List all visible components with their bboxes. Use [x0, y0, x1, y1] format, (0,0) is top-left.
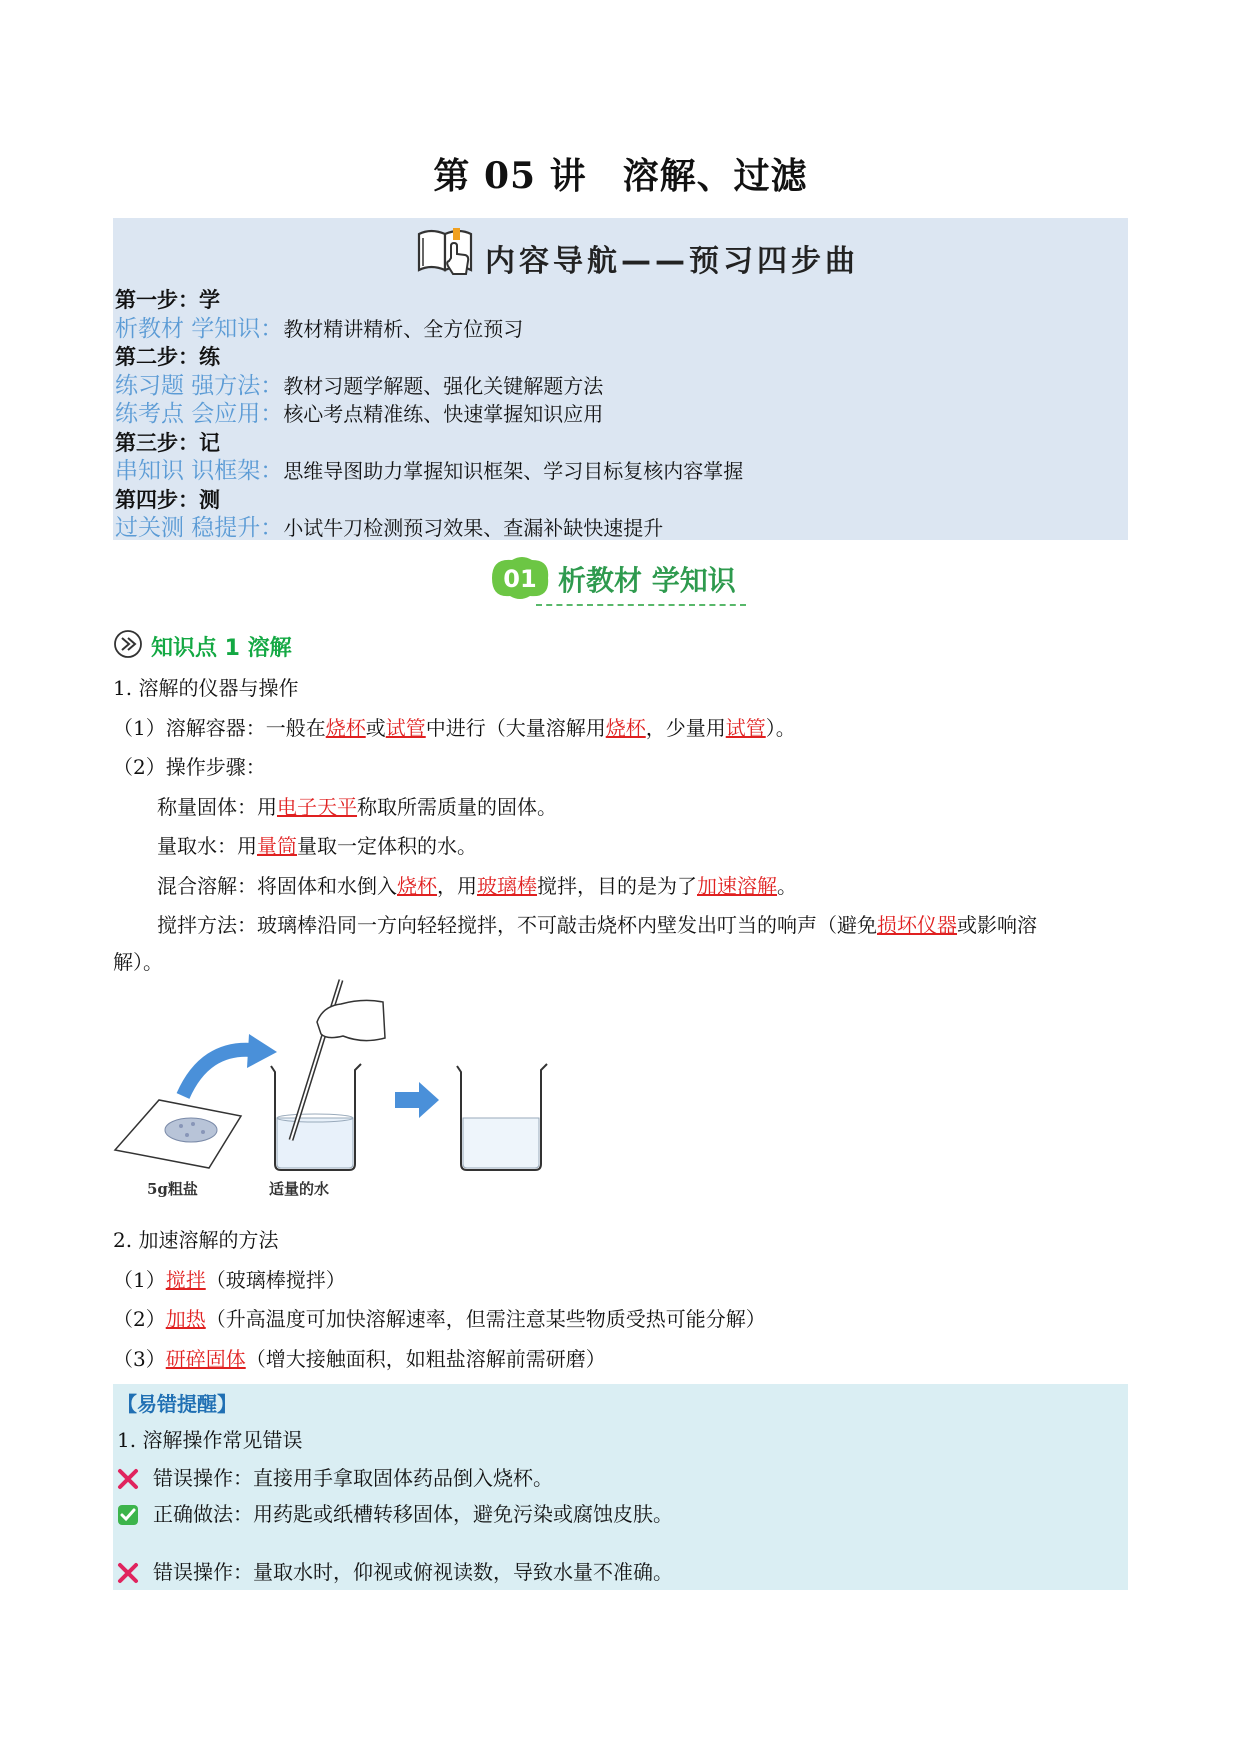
text-line: （2）操作步骤： [113, 755, 266, 779]
nav-item [115, 372, 743, 401]
nav-item-highlight: 练习题 强方法： [115, 372, 284, 399]
nav-item [115, 457, 743, 486]
wrong-operation: 错误操作：量取水时，仰视或俯视读数，导致水量不准确。 [153, 1560, 673, 1584]
nav-item-highlight: 练考点 会应用： [115, 401, 284, 427]
section-number: 01 [503, 565, 537, 593]
text-line: （3）研碎固体（增大接触面积，如粗盐溶解前需研磨） [113, 1347, 606, 1371]
cross-icon [117, 1468, 139, 1490]
page-title [0, 148, 1241, 199]
text-line: （1）溶解容器：一般在烧杯或试管中进行（大量溶解用烧杯，少量用试管）。 [113, 716, 796, 740]
content-navigation-box [113, 218, 1128, 540]
nav-item-highlight: 串知识 识框架： [115, 458, 284, 484]
nav-item-desc: 核心考点精准练、快速掌握知识应用 [283, 402, 604, 426]
caption-water: 适量的水 [269, 1180, 330, 1198]
book-icon [415, 224, 477, 280]
key-term: 损坏仪器 [877, 913, 957, 937]
reminder-title: 【易错提醒】 [117, 1392, 237, 1416]
key-term: 量筒 [257, 834, 297, 858]
caption-salt: 5g粗盐 [147, 1180, 198, 1198]
text-line: （2）加热（升高温度可加快溶解速率，但需注意某些物质受热可能分解） [113, 1307, 766, 1331]
correct-method: 正确做法：用药匙或纸槽转移固体，避免污染或腐蚀皮肤。 [153, 1502, 673, 1526]
subheading-1: 1. 溶解的仪器与操作 [113, 676, 299, 700]
section-label: 析教材 学知识 [558, 564, 736, 597]
nav-item-highlight: 过关测 稳提升： [115, 515, 284, 541]
section-number-badge [488, 554, 552, 602]
lecture-topic: 溶解、过滤 [622, 155, 808, 197]
nav-item-desc: 教材习题学解题、强化关键解题方法 [283, 373, 604, 398]
text-line: 解）。 [113, 950, 163, 974]
key-term: 烧杯 [605, 716, 646, 740]
wrong-operation: 错误操作：直接用手拿取固体药品倒入烧杯。 [153, 1466, 553, 1490]
nav-step-1: 第一步：学 [115, 288, 220, 312]
nav-item-desc: 教材精讲精析、全方位预习 [283, 316, 524, 341]
text-line: 混合溶解：将固体和水倒入烧杯，用玻璃棒搅拌，目的是为了加速溶解。 [157, 874, 797, 898]
nav-title: 内容导航——预习四步曲 [485, 244, 859, 279]
text-line: 量取水：用量筒量取一定体积的水。 [157, 834, 477, 858]
key-term: 加热 [165, 1307, 206, 1331]
illustration-drawing [113, 978, 593, 1188]
key-term: 加速溶解 [697, 874, 777, 898]
lecture-number: 第 05 讲 [433, 155, 587, 197]
key-term: 试管 [385, 716, 426, 740]
knowledge-point-label: 知识点 1 溶解 [151, 636, 292, 661]
cross-icon [117, 1562, 139, 1584]
nav-step-3: 第三步：记 [115, 430, 220, 455]
nav-item-desc: 小试牛刀检测预习效果、查漏补缺快速提升 [283, 516, 664, 540]
reminder-heading: 1. 溶解操作常见错误 [117, 1428, 303, 1452]
circle-arrow-icon [113, 628, 145, 660]
nav-item [115, 400, 743, 429]
text-line: （1）搅拌（玻璃棒搅拌） [113, 1268, 346, 1292]
key-term: 烧杯 [325, 716, 366, 740]
nav-step-2: 第二步：练 [115, 345, 220, 369]
nav-step-4: 第四步：测 [115, 487, 220, 512]
text-line: 称量固体：用电子天平称取所需质量的固体。 [157, 795, 557, 819]
key-term: 试管 [725, 716, 766, 740]
dissolving-illustration [113, 978, 593, 1208]
nav-header [113, 220, 1128, 282]
key-term: 搅拌 [165, 1268, 206, 1292]
nav-item [115, 315, 743, 344]
key-term: 研碎固体 [165, 1347, 246, 1371]
nav-item-desc: 思维导图助力掌握知识框架、学习目标复核内容掌握 [283, 459, 744, 483]
key-term: 电子天平 [277, 795, 357, 819]
nav-item [115, 514, 743, 543]
subheading-2: 2. 加速溶解的方法 [113, 1228, 279, 1252]
check-icon [117, 1504, 139, 1526]
section-underline [536, 604, 746, 606]
nav-item-highlight: 析教材 学知识： [115, 315, 284, 342]
key-term: 玻璃棒 [477, 874, 537, 898]
error-reminder-box [113, 1384, 1128, 1590]
nav-lines [115, 286, 743, 543]
key-term: 烧杯 [397, 874, 437, 898]
text-line: 搅拌方法：玻璃棒沿同一方向轻轻搅拌，不可敲击烧杯内壁发出叮当的响声（避免损坏仪器或影响溶 [157, 913, 1037, 937]
